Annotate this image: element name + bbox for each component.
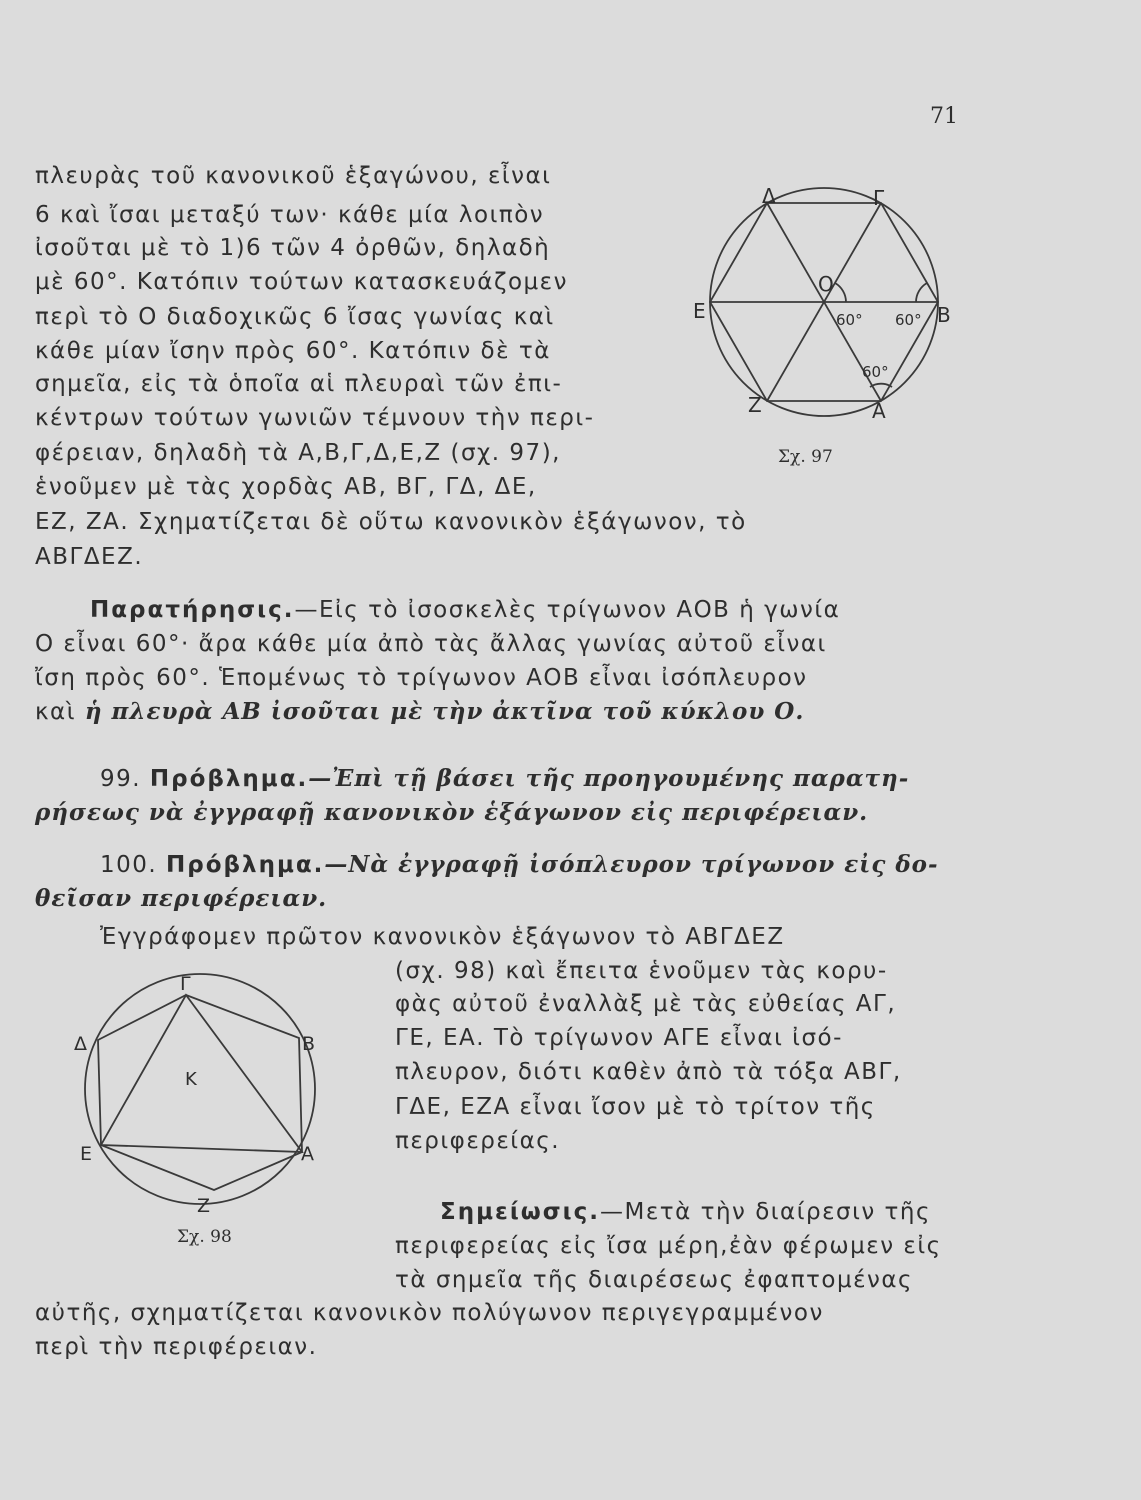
fig97-angle-2: 60° xyxy=(895,311,922,329)
text-line: ΑΒΓΔΕΖ. xyxy=(35,544,144,570)
fig98-label-alpha: Α xyxy=(301,1143,314,1165)
problem-100-heading: Πρόβλημα. xyxy=(166,852,325,878)
fig97-angle-1: 60° xyxy=(836,311,863,329)
fig97-label-epsilon: Ε xyxy=(693,299,706,323)
text-line: 6 καὶ ἴσαι μεταξύ των· κάθε μία λοιπὸν xyxy=(35,202,545,228)
figure-97-hexagon xyxy=(690,185,960,435)
fig98-label-beta: Β xyxy=(302,1033,316,1055)
text-line: ἰσοῦται μὲ τὸ 1)6 τῶν 4 ὀρθῶν, δηλαδὴ xyxy=(35,235,551,261)
fig98-label-kappa: Κ xyxy=(185,1069,197,1090)
note-line: περιφερείας εἰς ἴσα μέρη,ἐὰν φέρωμεν εἰς xyxy=(395,1233,942,1259)
remark-heading: Παρατήρησις. xyxy=(90,597,295,623)
figure-98-triangle xyxy=(70,960,330,1225)
remark-line xyxy=(90,595,840,625)
problem-100-statement: —Νὰ ἐγγραφῇ ἰσόπλευρον τρίγωνον εἰς δο- xyxy=(324,851,939,878)
solution-line: (σχ. 98) καὶ ἔπειτα ἑνοῦμεν τὰς κορυ- xyxy=(395,958,888,984)
fig98-label-gamma: Γ xyxy=(180,973,191,995)
remark-line: ἴση πρὸς 60°. Ἑπομένως τὸ τρίγωνον ΑΟΒ εἶναι ἰσόπλευρον xyxy=(35,665,808,691)
text-line: σημεῖα, εἰς τὰ ὁποῖα αἱ πλευραὶ τῶν ἐπι- xyxy=(35,371,563,397)
fig97-label-beta: Β xyxy=(937,303,951,327)
problem-100-line xyxy=(100,850,939,880)
problem-100-statement-cont: θεῖσαν περιφέρειαν. xyxy=(35,885,328,912)
text-line: φέρειαν, δηλαδὴ τὰ Α,Β,Γ,Δ,Ε,Ζ (σχ. 97), xyxy=(35,440,561,466)
solution-line: ΓΔΕ, ΕΖΑ εἶναι ἴσον μὲ τὸ τρίτον τῆς xyxy=(395,1094,876,1120)
solution-line: πλευρον, διότι καθὲν ἀπὸ τὰ τόξα ΑΒΓ, xyxy=(395,1059,902,1085)
fig97-label-alpha: Α xyxy=(872,399,886,423)
text-line: μὲ 60°. Κατόπιν τούτων κατασκευάζομεν xyxy=(35,269,568,295)
text-line: ΕΖ, ΖΑ. Σχηματίζεται δὲ οὕτω κανονικὸν ἑξάγωνον, τὸ xyxy=(35,509,747,535)
text-line: περὶ τὸ Ο διαδοχικῶς 6 ἴσας γωνίας καὶ xyxy=(35,304,555,330)
problem-99-statement: —Ἐπὶ τῇ βάσει τῆς προηγουμένης παρατη- xyxy=(308,765,910,792)
fig97-label-zeta: Ζ xyxy=(748,393,762,417)
solution-line: Ἐγγράφομεν πρῶτον κανονικὸν ἑξάγωνον τὸ ΑΒΓΔΕΖ xyxy=(100,924,785,950)
remark-text: —Εἰς τὸ ἰσοσκελὲς τρίγωνον ΑΟΒ ἡ γωνία xyxy=(294,597,841,623)
fig97-angle-3: 60° xyxy=(862,363,889,381)
text-line: ἑνοῦμεν μὲ τὰς χορδὰς ΑΒ, ΒΓ, ΓΔ, ΔΕ, xyxy=(35,474,537,500)
fig98-label-delta: Δ xyxy=(74,1033,87,1055)
text-line: κάθε μίαν ἴσην πρὸς 60°. Κατόπιν δὲ τὰ xyxy=(35,338,551,364)
problem-99-line xyxy=(100,764,909,794)
solution-line: φὰς αὐτοῦ ἐναλλὰξ μὲ τὰς εὐθείας ΑΓ, xyxy=(395,991,897,1017)
note-line: περὶ τὴν περιφέρειαν. xyxy=(35,1334,318,1360)
fig98-label-epsilon: Ε xyxy=(80,1143,93,1165)
remark-text: καὶ xyxy=(35,699,85,725)
problem-99-statement-cont: ρήσεως νὰ ἐγγραφῇ κανονικὸν ἑξάγωνον εἰς περιφέρειαν. xyxy=(35,799,869,826)
note-line: αὐτῆς, σχηματίζεται κανονικὸν πολύγωνον περιγεγραμμένον xyxy=(35,1300,824,1326)
note-line xyxy=(440,1197,931,1227)
figure-98-caption: Σχ. 98 xyxy=(177,1227,232,1247)
figure-97-caption: Σχ. 97 xyxy=(778,447,833,467)
fig98-label-zeta: Ζ xyxy=(197,1195,211,1217)
remark-line: Ο εἶναι 60°· ἄρα κάθε μία ἀπὸ τὰς ἄλλας γωνίας αὐτοῦ εἶναι xyxy=(35,631,827,657)
text-line: πλευρὰς τοῦ κανονικοῦ ἑξαγώνου, εἶναι xyxy=(35,163,552,189)
note-text: —Μετὰ τὴν διαίρεσιν τῆς xyxy=(600,1199,931,1225)
fig97-label-delta: Δ xyxy=(762,185,776,208)
fig97-label-gamma: Γ xyxy=(873,186,885,210)
problem-99-number: 99. xyxy=(100,766,142,792)
note-heading: Σημείωσις. xyxy=(440,1199,601,1225)
text-line: κέντρων τούτων γωνιῶν τέμνουν τὴν περι- xyxy=(35,405,595,431)
problem-100-number: 100. xyxy=(100,852,158,878)
problem-99-heading: Πρόβλημα. xyxy=(149,766,309,792)
solution-line: ΓΕ, ΕΑ. Τὸ τρίγωνον ΑΓΕ εἶναι ἰσό- xyxy=(395,1025,843,1051)
page-number: 71 xyxy=(930,104,958,129)
fig97-label-omicron: Ο xyxy=(818,272,834,296)
note-line: τὰ σημεῖα τῆς διαιρέσεως ἐφαπτομένας xyxy=(395,1267,914,1293)
solution-line: περιφερείας. xyxy=(395,1128,561,1154)
remark-line xyxy=(35,697,804,727)
remark-emphasis: ἡ πλευρὰ ΑΒ ἰσοῦται μὲ τὴν ἀκτῖνα τοῦ κύκλου Ο. xyxy=(84,698,805,725)
